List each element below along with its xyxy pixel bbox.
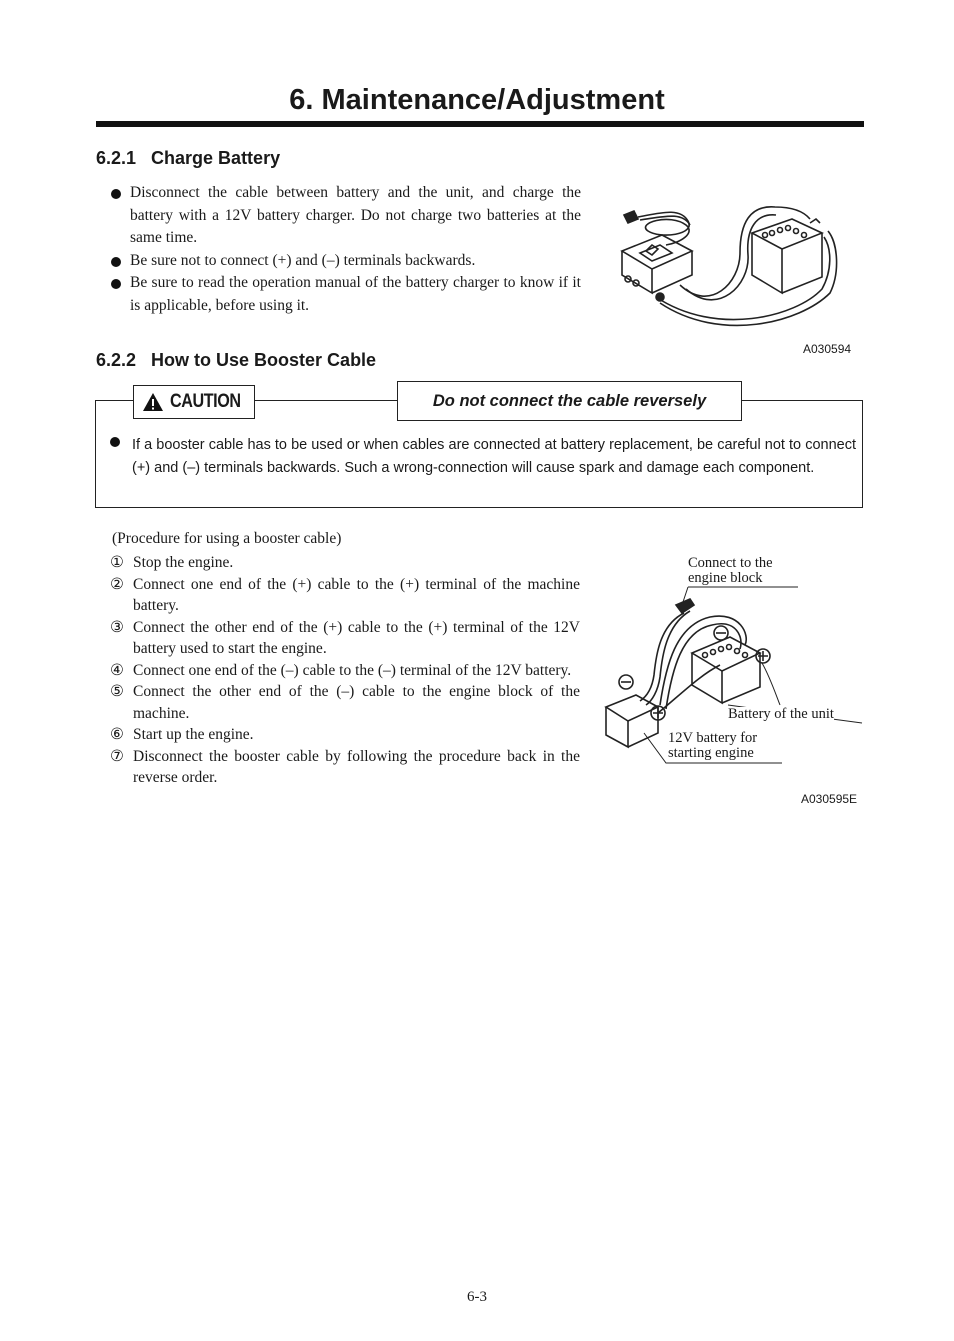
page-title: 6. Maintenance/Adjustment (289, 84, 665, 116)
bullet-icon (110, 437, 120, 447)
caution-subject: Do not connect the cable reversely (397, 381, 742, 421)
battery-charger-illustration (600, 193, 850, 338)
section-heading-charge-battery: 6.2.1 Charge Battery (96, 148, 281, 168)
list-item: ⑤ Connect the other end of the (–) cable to the engine block of the machine. (110, 683, 580, 722)
bullet-icon (111, 189, 121, 199)
list-item: ⑥ Start up the engine. (110, 726, 254, 743)
label-start-battery: 12V battery for starting engine (668, 730, 758, 761)
figure-code: A030595E (801, 792, 858, 806)
list-item: ④ Connect one end of the (–) cable to the (–) terminal of the 12V battery. (110, 661, 572, 679)
caution-badge (133, 385, 255, 419)
list-item: Be sure to read the operation manual of the battery charger to know if it is applicable, before using it. (110, 272, 581, 317)
page-number: 6-3 (467, 1289, 487, 1305)
bullet-icon (111, 279, 121, 289)
procedure-intro: (Procedure for using a booster cable) (112, 530, 342, 547)
warning-triangle-icon (142, 392, 164, 412)
list-item: Be sure not to connect (+) and (–) terminals backwards. (110, 250, 581, 273)
title-rule (96, 121, 864, 127)
procedure-steps (110, 552, 580, 789)
list-item: ① Stop the engine. (110, 554, 234, 571)
figure-code: A030594 (803, 342, 852, 356)
bullet-icon (111, 257, 121, 267)
list-item: ⑦ Disconnect the booster cable by following the procedure back in the reverse order. (110, 747, 580, 786)
caution-label: CAUTION (170, 391, 241, 412)
label-engine-block: Connect to the engine block (688, 555, 773, 586)
caution-text: If a booster cable has to be used or when cables are connected at battery replacement, be careful not to connect (+) and (–) terminals backwards. Such a wrong-connection will cause spark and damage each component. (132, 437, 856, 476)
list-item: ② Connect one end of the (+) cable to the (+) terminal of the machine battery. (110, 575, 580, 614)
section-heading-booster-cable: 6.2.2 How to Use Booster Cable (96, 350, 377, 370)
list-item: Disconnect the cable between battery and the unit, and charge the battery with a 12V battery charger. Do not charge two batteries at the same time. (110, 182, 581, 250)
list-item: ③ Connect the other end of the (+) cable to the (+) terminal of the 12V battery used to start the engine. (110, 618, 580, 657)
charge-battery-bullets (110, 182, 581, 317)
label-unit-battery: Battery of the unit (728, 706, 834, 722)
